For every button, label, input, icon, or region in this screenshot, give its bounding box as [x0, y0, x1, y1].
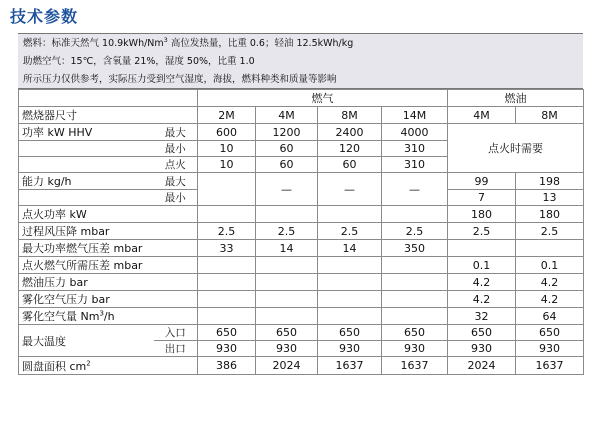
fuel-note: 燃料：标准天然气 10.9kWh/Nm$^3$ 高位发热量，比重 0.6；轻油 12.5kWh/kg	[23, 35, 354, 49]
table-cell: 99	[448, 173, 516, 190]
table-cell: 1200	[256, 124, 318, 141]
table-cell: 33	[198, 240, 256, 257]
table-cell: 1637	[318, 357, 382, 375]
table-cell: 4000	[382, 124, 448, 141]
table-cell: 32	[448, 308, 516, 325]
pressure-drop-label: 过程风压降 mbar	[19, 223, 198, 240]
table-cell: 64	[516, 308, 584, 325]
ignition-gas-diff-row	[19, 257, 584, 274]
size-label: 燃烧器尺寸	[19, 107, 198, 124]
table-cell: 930	[516, 341, 584, 357]
table-cell: 650	[318, 325, 382, 341]
table-cell: 930	[318, 341, 382, 357]
table-cell: 2400	[318, 124, 382, 141]
table-cell: 120	[318, 141, 382, 157]
outlet-sublabel: 出口	[154, 341, 198, 357]
table-cell: 386	[198, 357, 256, 375]
table-cell: 2.5	[318, 223, 382, 240]
gas-group-header: 燃气	[198, 90, 448, 107]
table-cell: 180	[448, 206, 516, 223]
max-gas-diff-row	[19, 240, 584, 257]
table-cell: 14	[256, 240, 318, 257]
max-temp-label: 最大温度	[19, 325, 154, 357]
notes-box	[18, 33, 583, 89]
spec-table	[18, 89, 584, 375]
power-label: 功率 kW HHV	[19, 124, 154, 141]
table-cell: 650	[256, 325, 318, 341]
table-cell: 2.5	[448, 223, 516, 240]
size-cell: 14M	[382, 107, 448, 124]
pressure-note: 所示压力仅供参考，实际压力受到空气湿度，海拔，燃料种类和质量等影响	[23, 74, 337, 85]
capacity-max-row	[19, 173, 584, 190]
table-cell: 7	[448, 190, 516, 206]
oil-pressure-row	[19, 274, 584, 291]
dash-cell: —	[256, 173, 318, 206]
size-cell: 4M	[448, 107, 516, 124]
table-cell: 10	[198, 157, 256, 173]
table-cell: 2024	[448, 357, 516, 375]
table-cell: 10	[198, 141, 256, 157]
table-cell: 4.2	[448, 274, 516, 291]
table-cell: 4.2	[448, 291, 516, 308]
size-cell: 4M	[256, 107, 318, 124]
size-cell: 2M	[198, 107, 256, 124]
table-cell: 2.5	[256, 223, 318, 240]
table-cell: 4.2	[516, 291, 584, 308]
pressure-drop-row	[19, 223, 584, 240]
table-cell: 600	[198, 124, 256, 141]
max-sublabel: 最大	[154, 173, 198, 190]
max-sublabel: 最大	[154, 124, 198, 141]
table-cell: 650	[198, 325, 256, 341]
table-cell: 650	[516, 325, 584, 341]
temp-inlet-row	[19, 325, 584, 341]
table-cell: 60	[318, 157, 382, 173]
table-cell: 310	[382, 157, 448, 173]
table-cell: 60	[256, 157, 318, 173]
group-header-row	[19, 90, 584, 107]
table-cell: 4.2	[516, 274, 584, 291]
oil-pressure-label: 燃油压力 bar	[19, 274, 198, 291]
table-cell: 930	[256, 341, 318, 357]
atomizing-pressure-row	[19, 291, 584, 308]
table-cell: 2.5	[516, 223, 584, 240]
disc-area-row	[19, 357, 584, 375]
table-cell: 180	[516, 206, 584, 223]
table-cell: 2.5	[382, 223, 448, 240]
ignition-power-label: 点火功率 kW	[19, 206, 198, 223]
table-cell: 198	[516, 173, 584, 190]
table-cell: 1637	[516, 357, 584, 375]
dash-cell: —	[318, 173, 382, 206]
table-cell: 14	[318, 240, 382, 257]
table-cell: 930	[382, 341, 448, 357]
max-gas-diff-label: 最大功率燃气压差 mbar	[19, 240, 198, 257]
table-cell: 2024	[256, 357, 318, 375]
table-cell: 650	[448, 325, 516, 341]
table-cell: 13	[516, 190, 584, 206]
table-cell: 350	[382, 240, 448, 257]
power-max-row	[19, 124, 584, 141]
capacity-label: 能力 kg/h	[19, 173, 154, 190]
table-cell: 0.1	[448, 257, 516, 274]
table-cell: 930	[448, 341, 516, 357]
table-cell: 650	[382, 325, 448, 341]
atomizing-volume-label: 雾化空气量 Nm$^3$/h	[19, 308, 198, 325]
table-cell: 1637	[382, 357, 448, 375]
min-sublabel: 最小	[154, 190, 198, 206]
table-cell: 930	[198, 341, 256, 357]
oil-ignition-note: 点火时需要	[448, 124, 584, 173]
table-cell: 310	[382, 141, 448, 157]
table-cell: 2.5	[198, 223, 256, 240]
table-cell: 60	[256, 141, 318, 157]
empty-cell	[198, 173, 256, 206]
disc-area-label: 圆盘面积 $cm^2$	[19, 357, 198, 375]
oil-group-header: 燃油	[448, 90, 584, 107]
size-cell: 8M	[318, 107, 382, 124]
min-sublabel: 最小	[154, 141, 198, 157]
size-row	[19, 107, 584, 124]
atomizing-volume-row	[19, 308, 584, 325]
dash-cell: —	[382, 173, 448, 206]
inlet-sublabel: 入口	[154, 325, 198, 341]
atomizing-pressure-label: 雾化空气压力 bar	[19, 291, 198, 308]
air-note: 助燃空气：15℃，含氧量 21%，湿度 50%，比重 1.0	[23, 56, 255, 67]
size-cell: 8M	[516, 107, 584, 124]
ignition-sublabel: 点火	[154, 157, 198, 173]
page-title: 技术参数	[10, 7, 79, 26]
table-cell: 0.1	[516, 257, 584, 274]
ignition-gas-diff-label: 点火燃气所需压差 mbar	[19, 257, 198, 274]
ignition-power-row	[19, 206, 584, 223]
